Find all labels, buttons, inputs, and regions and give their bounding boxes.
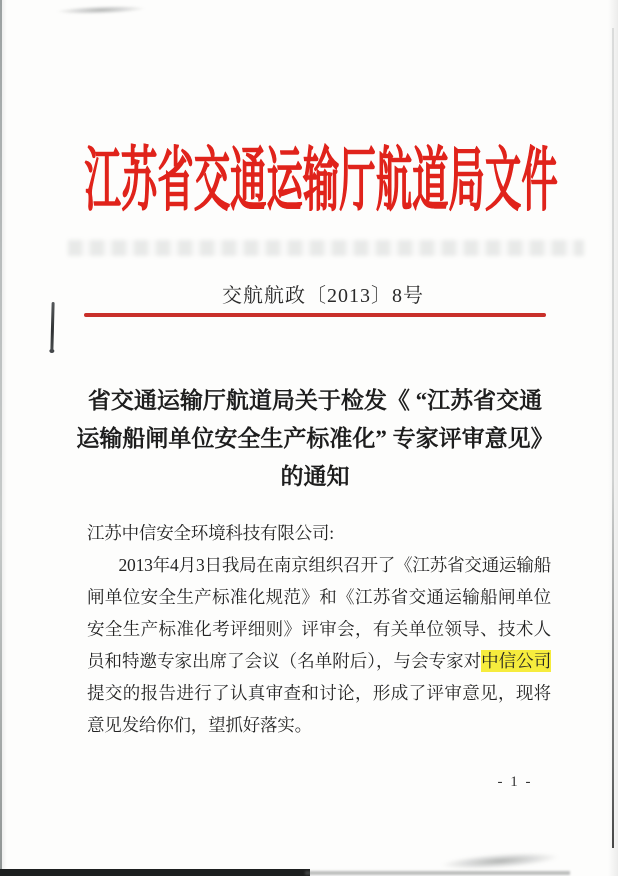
body-paragraph bbox=[87, 549, 551, 741]
red-separator-rule bbox=[84, 313, 546, 317]
scan-bleedthrough-text bbox=[68, 240, 584, 256]
scan-smudge-top bbox=[56, 4, 146, 15]
document-number: 交航航政〔2013〕8号 bbox=[222, 285, 424, 307]
letterhead bbox=[12, 138, 618, 226]
scan-smudge-bottom-right bbox=[440, 850, 561, 872]
notice-title bbox=[6, 382, 618, 496]
letterhead-org-title: 江苏省交通运输厅航道局文件 bbox=[84, 143, 558, 220]
scan-bottom-gray-band bbox=[305, 871, 570, 875]
pen-mark bbox=[50, 302, 54, 351]
salutation: 江苏中信安全环境科技有限公司: bbox=[87, 523, 334, 543]
paragraph-text-after: 提交的报告进行了认真审查和讨论，形成了评审意见，现将意见发给你们，望抓好落实。 bbox=[87, 683, 551, 735]
page-number: - 1 - bbox=[497, 774, 533, 790]
notice-title-line-2: 运输船闸单位安全生产标准化” 专家评审意见》 bbox=[76, 426, 554, 451]
document-body bbox=[87, 517, 551, 741]
paragraph-text-before: 2013年4月3日我局在南京组织召开了《江苏省交通运输船闸单位安全生产标准化规范》和《江苏省交通运输船闸单位安全生产标准化考评细则》评审会，有关单位领导、技术人员和特邀专家出席了会议（名单附后），与会专家对 bbox=[87, 555, 551, 671]
notice-title-line-1: 省交通运输厅航道局关于检发《 “江苏省交通 bbox=[87, 388, 543, 413]
highlighted-company-name: 中信公司 bbox=[481, 651, 551, 671]
scan-edge-left bbox=[0, 0, 2, 876]
notice-title-line-3: 的通知 bbox=[280, 464, 350, 489]
scan-bottom-black-band bbox=[0, 869, 310, 876]
